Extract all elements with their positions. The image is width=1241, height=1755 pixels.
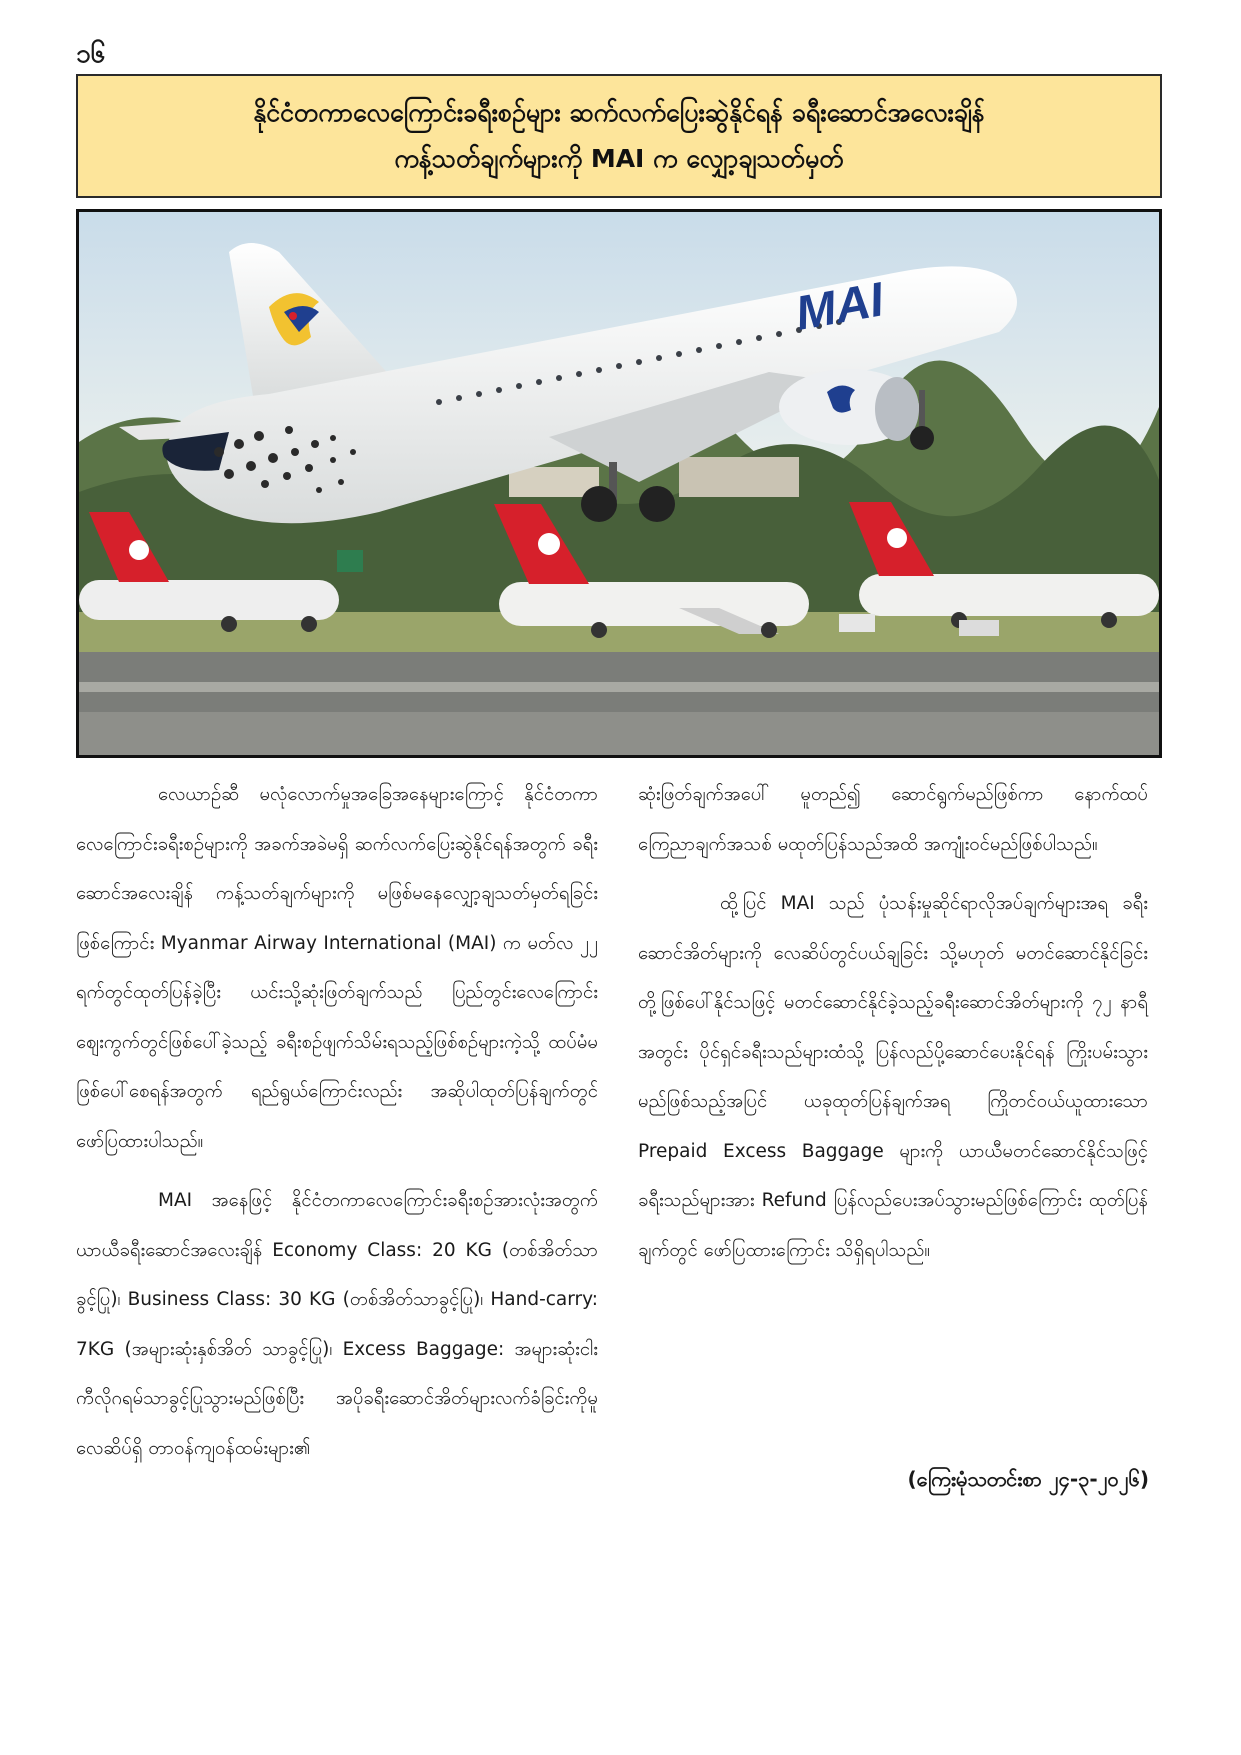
headline-line-1: နိုင်ငံတကာလေကြောင်းခရီးစဉ်များ ဆက်လက်ပြေးဆွဲနိုင်ရန် ခရီးဆောင်အလေးချိန် bbox=[253, 98, 985, 127]
airplane-illustration bbox=[79, 212, 1159, 755]
article-column-right bbox=[638, 770, 1148, 1285]
fuselage-brand-text: MAI bbox=[791, 273, 888, 341]
page-number: ၁၆ bbox=[76, 39, 106, 69]
paragraph: MAI အနေဖြင့် နိုင်ငံတကာလေကြောင်းခရီးစဉ်အားလုံးအတွက် ယာယီခရီးဆောင်အလေးချိန် Economy Class: 20 KG (တစ်အိတ်သာခွင့်ပြု)၊ Business Class: 30 KG (တစ်အိတ်သာခွင့်ပြု)၊ Hand-carry: 7KG (အများဆုံးနှစ်အိတ် သာခွင့်ပြု)၊ Excess Baggage: အများဆုံးငါးကီလိုဂရမ်သာခွင့်ပြုသွားမည်ဖြစ်ပြီး အပိုခရီးဆောင်အိတ်များလက်ခံခြင်းကိုမူ လေဆိပ်ရှိ တာဝန်ကျဝန်ထမ်းများ၏ bbox=[76, 1190, 598, 1459]
paragraph: လေယာဉ်ဆီ မလုံလောက်မှုအခြေအနေများကြောင့် နိုင်ငံတကာလေကြောင်းခရီးစဉ်များကို အခက်အခဲမရှိ ဆက်လက်ပြေးဆွဲနိုင်ရန်အတွက် ခရီးဆောင်အလေးချိန် ကန့်သတ်ချက်များကို မဖြစ်မနေလျှော့ချသတ်မှတ်ရခြင်း ဖြစ်ကြောင်း Myanmar Airway International (MAI) က မတ်လ ၂၂ ရက်တွင်ထုတ်ပြန်ခဲ့ပြီး ယင်းသို့ဆုံးဖြတ်ချက်သည် ပြည်တွင်းလေကြောင်းဈေးကွက်တွင်ဖြစ်ပေါ်ခဲ့သည့် ခရီးစဉ်ဖျက်သိမ်းရသည့်ဖြစ်စဉ်များကဲ့သို့ ထပ်မံမဖြစ်ပေါ်စေရန်အတွက် ရည်ရွယ်ကြောင်းလည်း အဆိုပါထုတ်ပြန်ချက်တွင် ဖော်ပြထားပါသည်။ bbox=[76, 784, 598, 1152]
source-citation: (ကြေးမုံသတင်းစာ ၂၄-၃-၂၀၂၆) bbox=[907, 1467, 1149, 1491]
headline-line-2: ကန့်သတ်ချက်များကို MAI က လျှော့ချသတ်မှတ် bbox=[394, 144, 844, 173]
headline-box bbox=[76, 74, 1162, 198]
paragraph: ထို့ပြင် MAI သည် ပုံသန်းမှုဆိုင်ရာလိုအပ်ချက်များအရ ခရီးဆောင်အိတ်များကို လေဆိပ်တွင်ပယ်ချခြင်း သို့မဟုတ် မတင်ဆောင်နိုင်ခြင်းတို့ဖြစ်ပေါ်နိုင်သဖြင့် မတင်ဆောင်နိုင်ခဲ့သည့်ခရီးဆောင်အိတ်များကို ၇၂ နာရီအတွင်း ပိုင်ရှင်ခရီးသည်များထံသို့ ပြန်လည်ပို့ဆောင်ပေးနိုင်ရန် ကြိုးပမ်းသွားမည်ဖြစ်သည့်အပြင် ယခုထုတ်ပြန်ချက်အရ ကြိုတင်ဝယ်ယူထားသော Prepaid Excess Baggage များကို ယာယီမတင်ဆောင်နိုင်သဖြင့် ခရီးသည်များအား Refund ပြန်လည်ပေးအပ်သွားမည်ဖြစ်ကြောင်း ထုတ်ပြန်ချက်တွင် ဖော်ပြထားကြောင်း သိရှိရပါသည်။ bbox=[638, 893, 1148, 1261]
news-photo-airplane-takeoff bbox=[76, 209, 1162, 758]
paragraph: ဆုံးဖြတ်ချက်အပေါ် မူတည်၍ ဆောင်ရွက်မည်ဖြစ်ကာ နောက်ထပ်ကြေညာချက်အသစ် မထုတ်ပြန်သည်အထိ အကျုံးဝင်မည်ဖြစ်ပါသည်။ bbox=[638, 784, 1148, 855]
article-column-left bbox=[76, 770, 598, 1483]
